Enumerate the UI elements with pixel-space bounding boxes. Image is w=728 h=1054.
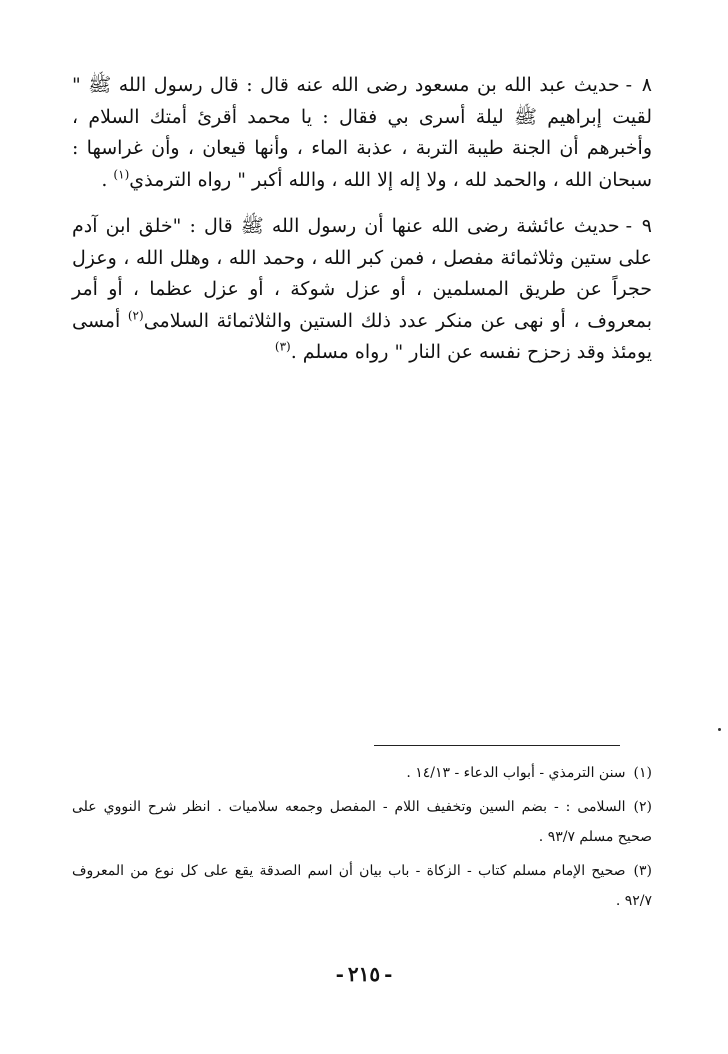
footnote-3 xyxy=(72,856,652,916)
hadith-number: ٩ xyxy=(641,215,652,237)
footnote-1 xyxy=(72,758,652,788)
footnote-2 xyxy=(72,792,652,852)
footnote-number: (١) xyxy=(633,765,652,781)
footnote-text: السلامى : - بضم السين وتخفيف اللام - المفصل وجمعه سلاميات . انظر شرح النووي على صحيح مسلم ٩٣/٧ . xyxy=(72,799,652,845)
page-number xyxy=(0,962,728,986)
hadith-text: حديث عبد الله بن مسعود رضى الله عنه قال : قال رسول الله ﷺ " لقيت إبراهيم ﷺ ليلة أسرى بي فقال : يا محمد أقرئ أمتك السلام ، وأخبرهم أن الجنة طيبة التربة ، عذبة الماء ، وأنها قيعان ، وأن غراسها : سبحان الله ، والحمد لله ، ولا إله إلا الله ، والله أكبر " رواه الترمذي xyxy=(72,74,652,191)
hadith-number: ٨ xyxy=(641,74,652,96)
footnote-separator xyxy=(374,745,620,746)
hadith-text: حديث عائشة رضى الله عنها أن رسول الله ﷺ قال : "خلق ابن آدم على ستين وثلاثمائة مفصل ، فمن كبر الله ، وحمد الله ، وهلل الله ، وعزل حجراً عن طريق المسلمين ، أو عزل شوكة ، أو عزل عظما ، أو أمر بمعروف ، أو نهى عن منكر عدد ذلك الستين والثلاثمائة السلامى xyxy=(72,215,652,332)
footnote-reference[interactable]: (٢) xyxy=(127,308,144,323)
hadith-dash: - xyxy=(625,74,632,96)
footnotes xyxy=(72,758,652,920)
page-number-value: ٢١٥ xyxy=(347,962,381,986)
page-number-dash-left: - xyxy=(384,962,393,986)
footnote-reference[interactable]: (١) xyxy=(113,167,130,182)
hadith-dash: - xyxy=(625,215,632,237)
hadith-tail: . xyxy=(101,168,114,191)
footnote-reference[interactable]: (٣) xyxy=(274,339,291,354)
scan-speck xyxy=(718,728,721,731)
hadith-8 xyxy=(72,70,652,196)
footnote-text: سنن الترمذي - أبواب الدعاء - ١٤/١٣ . xyxy=(406,765,626,781)
hadith-9 xyxy=(72,211,652,369)
footnote-number: (٣) xyxy=(633,863,652,879)
hadith-text-continued: أمسى يومئذ وقد زحزح نفسه عن النار " رواه مسلم . xyxy=(72,309,652,363)
page-number-dash-right: - xyxy=(335,962,344,986)
footnote-text: صحيح الإمام مسلم كتاب - الزكاة - باب بيان أن اسم الصدقة يقع على كل نوع من المعروف ٩٢/٧ . xyxy=(72,863,652,909)
footnote-number: (٢) xyxy=(633,799,652,815)
